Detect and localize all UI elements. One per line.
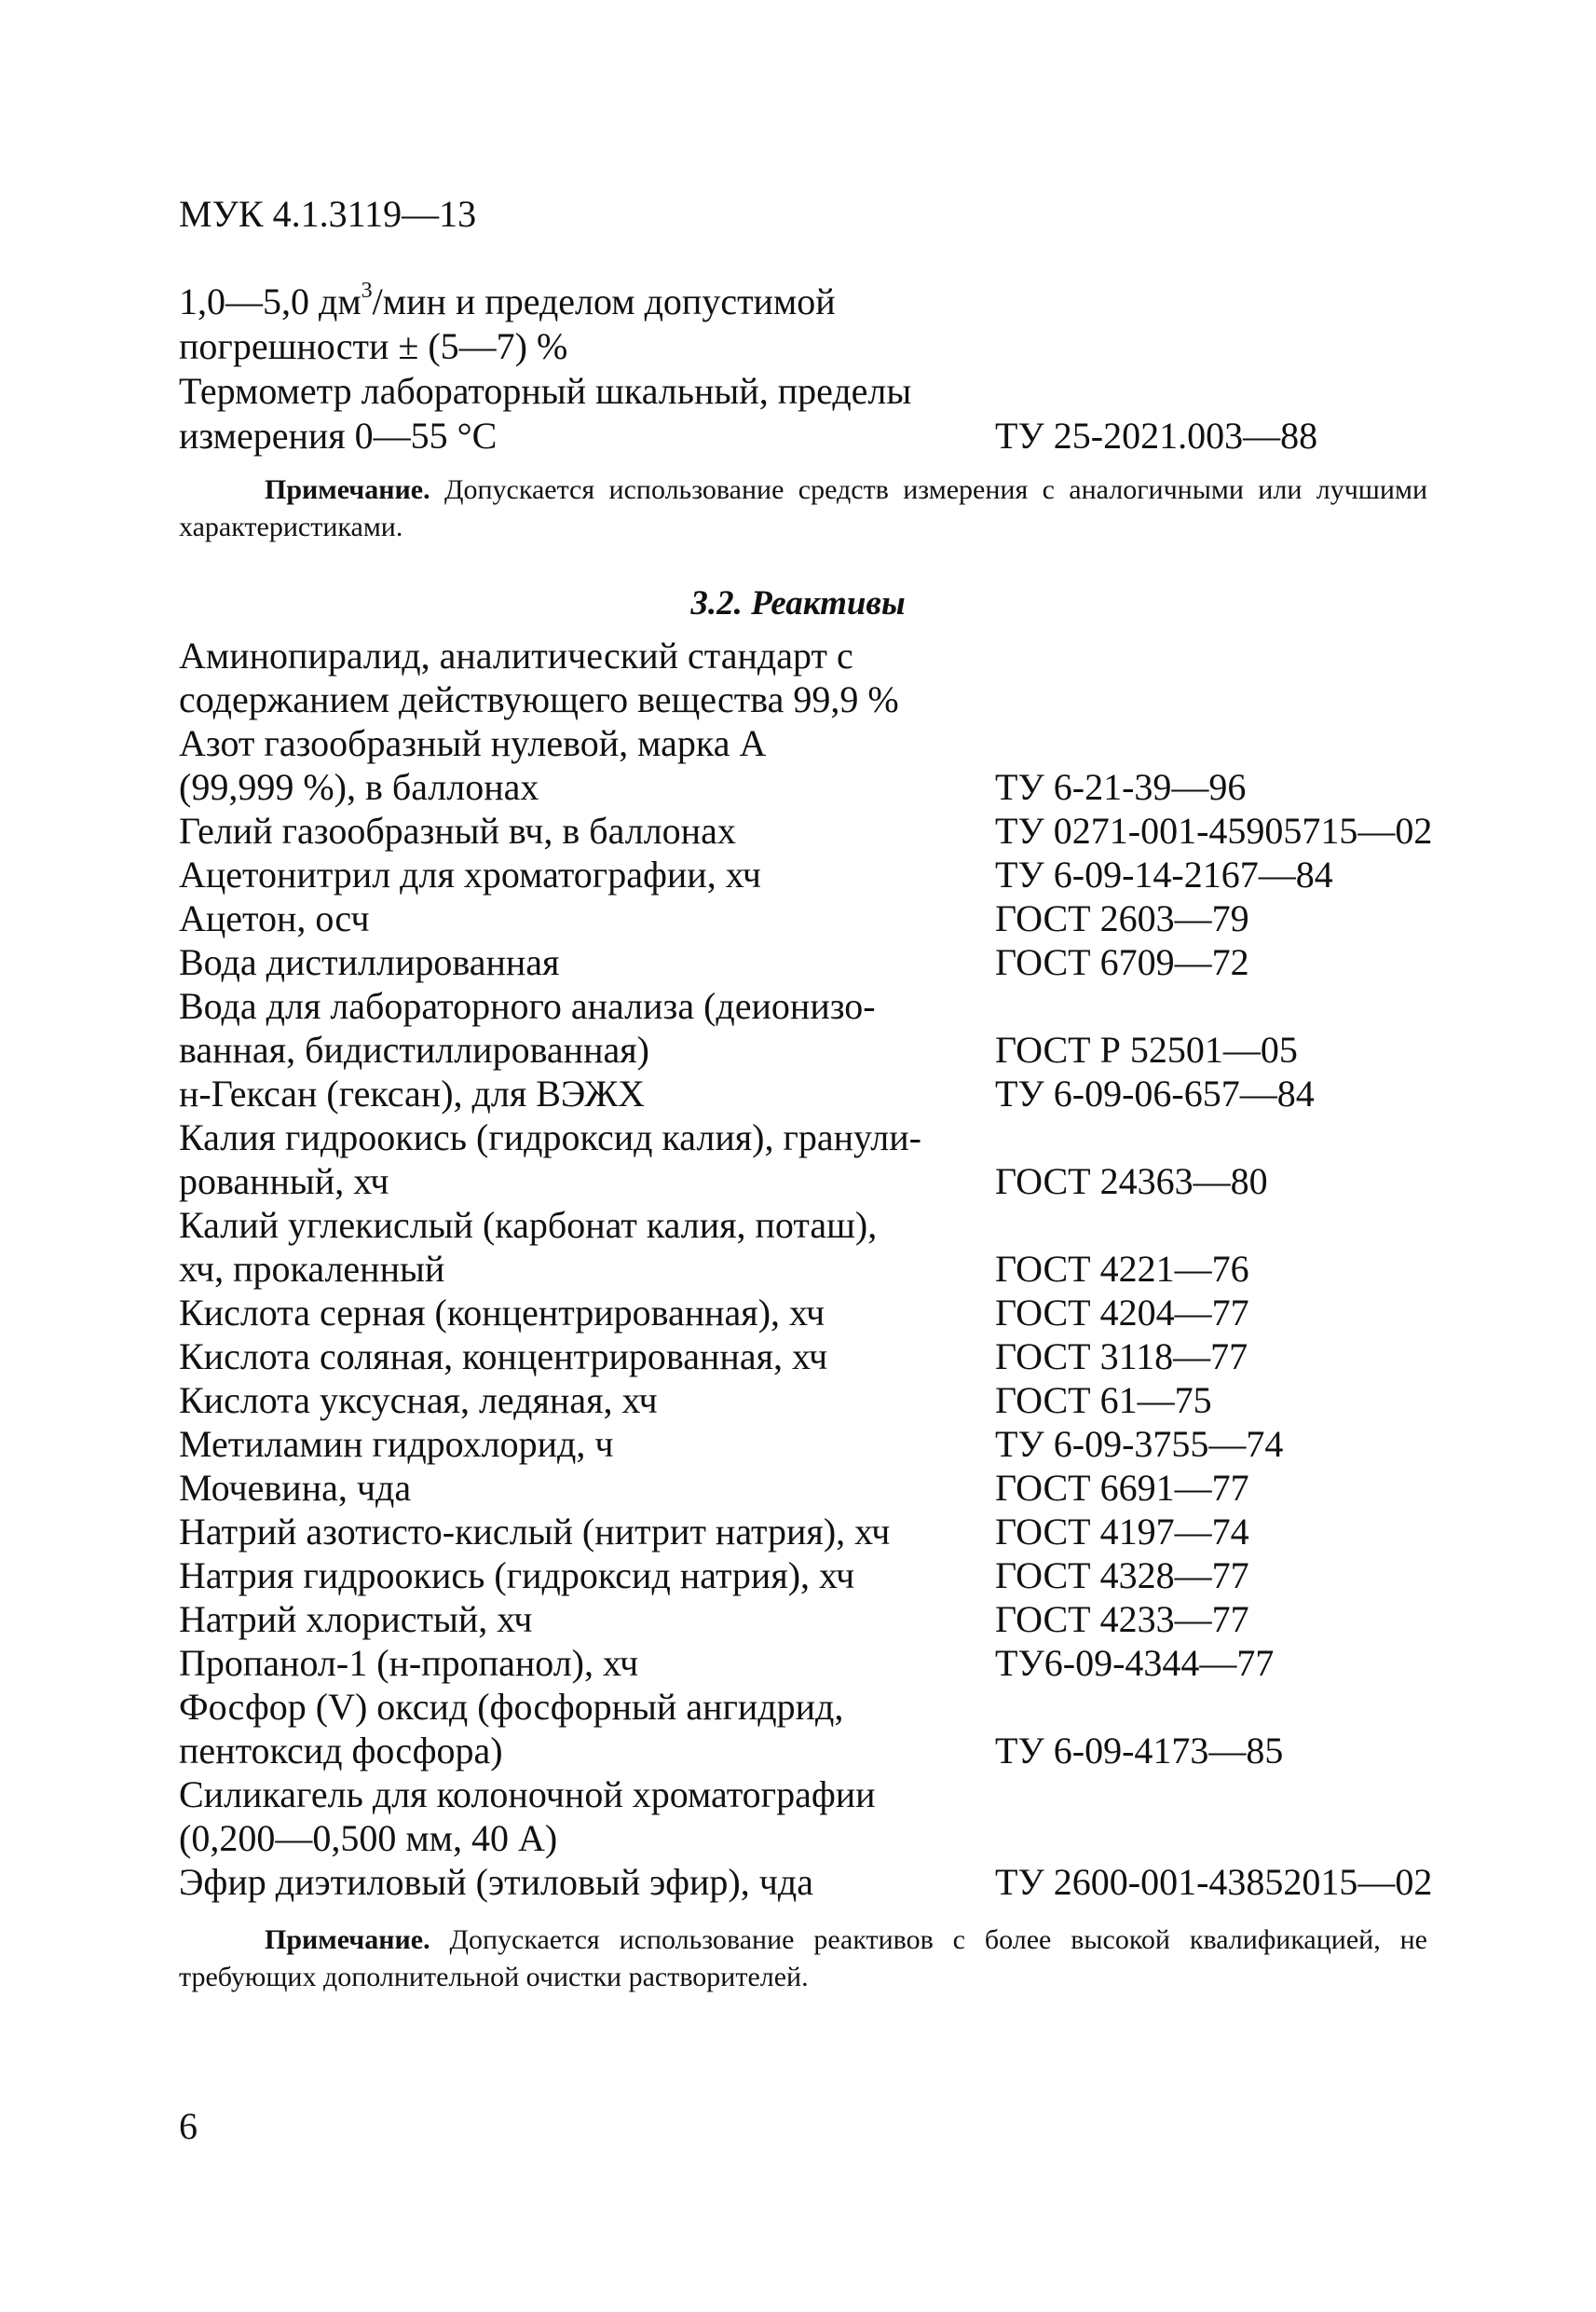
reagent-standard: ГОСТ 4204—77 xyxy=(995,1292,1249,1334)
instrument-line-range: измерения 0—55 °С xyxy=(179,415,498,457)
reagent-line: Эфир диэтиловый (этиловый эфир), чда xyxy=(179,1861,813,1903)
reagent-standard: ТУ 6-21-39—96 xyxy=(995,766,1247,808)
reagent-line: хч, прокаленный xyxy=(179,1248,445,1290)
reagent-line: пентоксид фосфора) xyxy=(179,1730,503,1772)
reagent-standard: ТУ6-09-4344—77 xyxy=(995,1642,1275,1684)
page-number: 6 xyxy=(179,2105,198,2147)
reagent-standard: ТУ 6-09-3755—74 xyxy=(995,1423,1284,1465)
reagent-standard: ГОСТ 6691—77 xyxy=(995,1467,1249,1509)
note-label: Примечание. xyxy=(265,1924,430,1955)
reagent-line: Кислота серная (концентрированная), хч xyxy=(179,1292,825,1334)
reagent-standard: ГОСТ 24363—80 xyxy=(995,1160,1268,1202)
note-label: Примечание. xyxy=(265,474,430,505)
instrument-standard: ТУ 25-2021.003—88 xyxy=(995,415,1318,457)
reagent-standard: ТУ 6-09-06-657—84 xyxy=(995,1073,1315,1115)
reagent-standard: ГОСТ 2603—79 xyxy=(995,897,1249,939)
reagent-line: Гелий газообразный вч, в баллонах xyxy=(179,810,736,852)
reagent-line: Вода дистиллированная xyxy=(179,941,560,983)
reagent-line: Вода для лабораторного анализа (деионизо- xyxy=(179,985,876,1027)
reagent-line: Натрий азотисто-кислый (нитрит натрия), хч xyxy=(179,1511,891,1553)
reagents-note xyxy=(179,1922,1427,1996)
reagent-line: Кислота соляная, концентрированная, хч xyxy=(179,1335,828,1377)
reagent-standard: ТУ 6-09-4173—85 xyxy=(995,1730,1284,1772)
instrument-line-thermometer: Термометр лабораторный шкальный, пределы xyxy=(179,370,912,412)
reagent-standard: ТУ 6-09-14-2167—84 xyxy=(995,854,1333,896)
section-title-reagents: 3.2. Реактивы xyxy=(690,584,906,622)
reagent-line: Кислота уксусная, ледяная, хч xyxy=(179,1379,658,1421)
reagent-line: Метиламин гидрохлорид, ч xyxy=(179,1423,614,1465)
reagent-standard: ГОСТ 4197—74 xyxy=(995,1511,1249,1553)
reagent-standard: ГОСТ Р 52501—05 xyxy=(995,1029,1298,1071)
reagent-line: Натрия гидроокись (гидроксид натрия), хч xyxy=(179,1554,855,1596)
reagent-standard: ГОСТ 4328—77 xyxy=(995,1554,1249,1596)
reagent-standard: ГОСТ 4233—77 xyxy=(995,1598,1249,1640)
reagent-standard: ГОСТ 3118—77 xyxy=(995,1335,1248,1377)
reagent-line: ванная, бидистиллированная) xyxy=(179,1029,649,1071)
reagent-line: Ацетон, осч xyxy=(179,897,370,939)
instruments-note xyxy=(179,472,1427,546)
instrument-line-flow-range: 1,0—5,0 $дм^3$/мин и пределом допустимой xyxy=(179,278,836,322)
reagent-line: Калий углекислый (карбонат калия, поташ), xyxy=(179,1204,878,1246)
instrument-line-error: погрешности ± (5—7) % xyxy=(179,325,568,367)
reagent-line: Мочевина, чда xyxy=(179,1467,412,1509)
reagent-line: Фосфор (V) оксид (фосфорный ангидрид, xyxy=(179,1686,844,1728)
reagent-line: (0,200—0,500 мм, 40 А) xyxy=(179,1817,558,1859)
note-text: Допускается использование реактивов с более высокой квалификацией, не требующих дополнительной очистки растворителей. xyxy=(179,1924,1427,1992)
reagent-line: Азот газообразный нулевой, марка А xyxy=(179,722,767,764)
reagent-standard: ТУ 0271-001-45905715—02 xyxy=(995,810,1433,852)
reagent-line: Силикагель для колоночной хроматографии xyxy=(179,1773,876,1815)
reagent-line: Пропанол-1 (н-пропанол), хч xyxy=(179,1642,639,1684)
reagent-standard: ГОСТ 4221—76 xyxy=(995,1248,1249,1290)
reagent-line: н-Гексан (гексан), для ВЭЖХ xyxy=(179,1073,646,1115)
reagent-standard: ТУ 2600-001-43852015—02 xyxy=(995,1861,1433,1903)
reagent-line: содержанием действующего вещества 99,9 % xyxy=(179,678,899,720)
reagent-line: Ацетонитрил для хроматографии, хч xyxy=(179,854,761,896)
note-text: Допускается использование средств измерения с аналогичными или лучшими характеристиками. xyxy=(179,474,1427,542)
reagent-line: Аминопиралид, аналитический стандарт с xyxy=(179,635,853,677)
reagent-line: Калия гидроокись (гидроксид калия), гранули- xyxy=(179,1116,921,1158)
reagent-line: Натрий хлористый, хч xyxy=(179,1598,533,1640)
reagent-standard: ГОСТ 61—75 xyxy=(995,1379,1212,1421)
reagent-line: (99,999 %), в баллонах xyxy=(179,766,539,808)
document-code-header: МУК 4.1.3119—13 xyxy=(179,193,477,235)
reagent-standard: ГОСТ 6709—72 xyxy=(995,941,1249,983)
reagent-line: рованный, хч xyxy=(179,1160,389,1202)
